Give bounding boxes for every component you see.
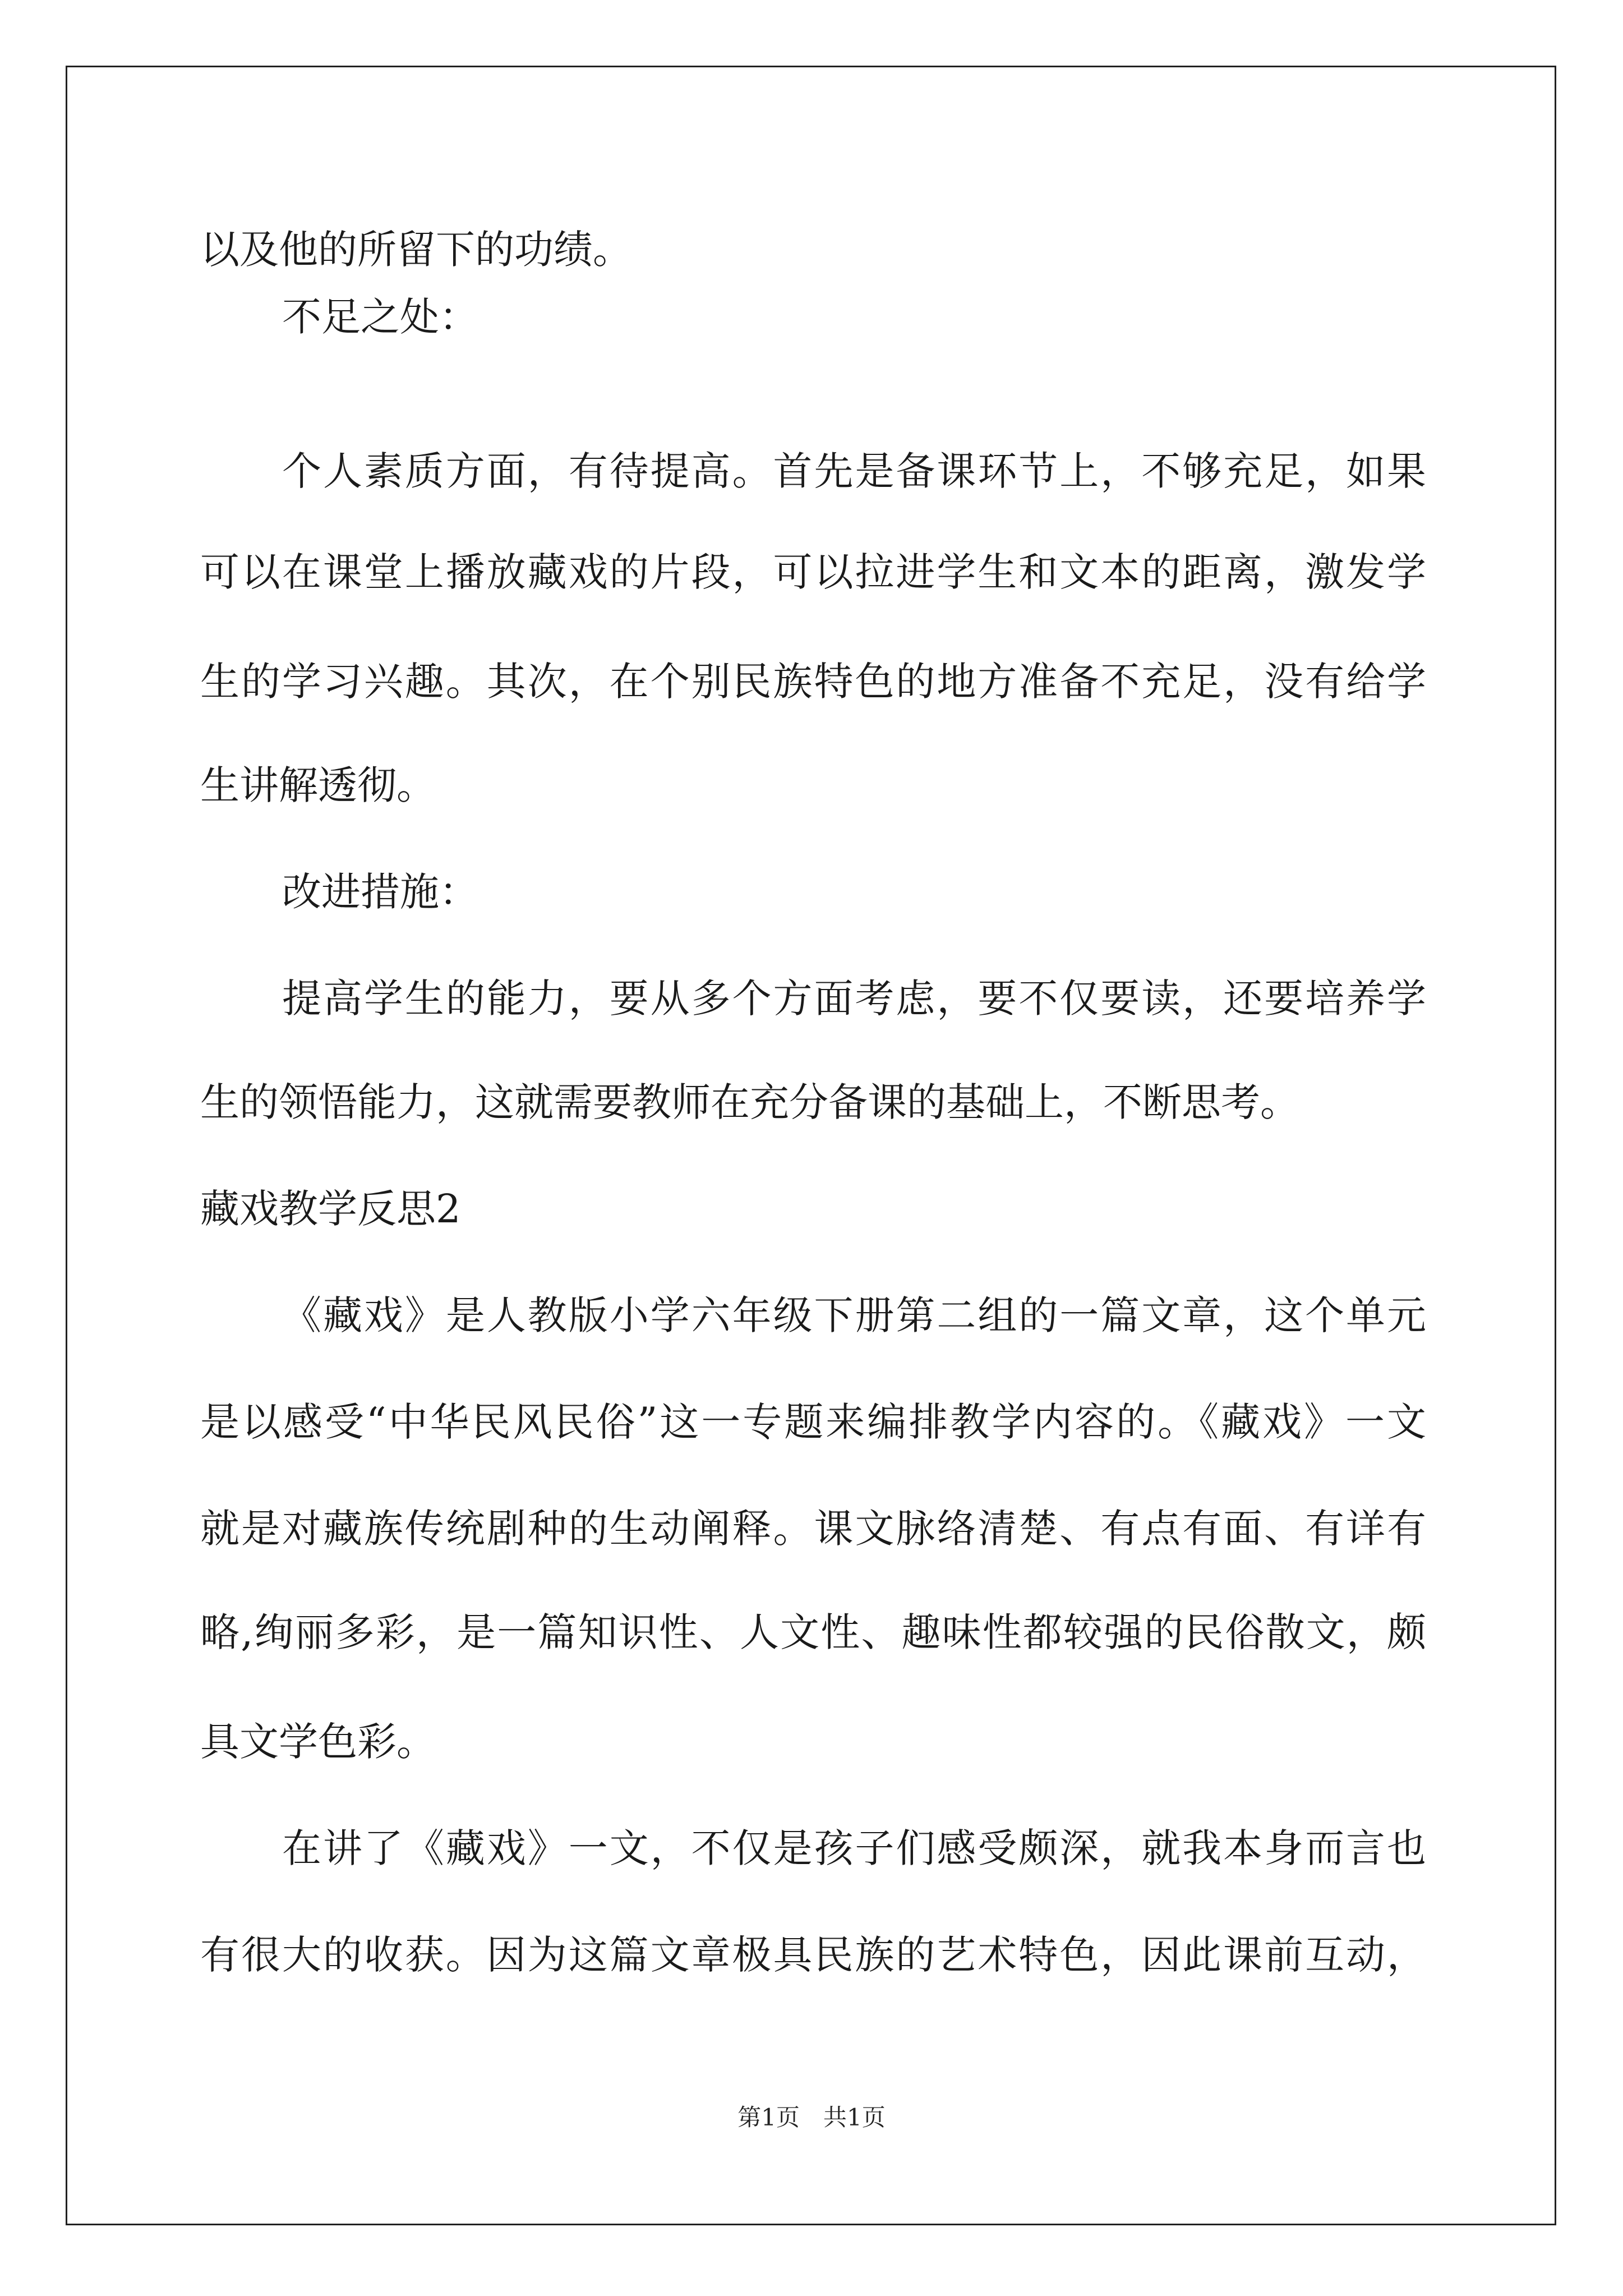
text-line: 生的领悟能力，这就需要教师在充分备课的基础上，不断思考。: [200, 1079, 1299, 1125]
text-line: 具文学色彩。: [200, 1719, 436, 1765]
text-line: 以及他的所留下的功绩。: [200, 227, 632, 273]
section-heading: 藏戏教学反思2: [200, 1186, 461, 1232]
text-line: 改进措施：: [282, 869, 478, 915]
text-line: 个人素质方面，有待提高。首先是备课环节上，不够充足，如果: [282, 448, 1426, 494]
text-line: 提高学生的能力，要从多个方面考虑，要不仅要读，还要培养学: [282, 976, 1426, 1022]
text-line: 就是对藏族传统剧种的生动阐释。课文脉络清楚、有点有面、有详有: [200, 1506, 1426, 1552]
text-line: 在讲了《藏戏》一文，不仅是孩子们感受颇深，就我本身而言也: [282, 1825, 1426, 1871]
text-line: 生的学习兴趣。其次，在个别民族特色的地方准备不充足，没有给学: [200, 659, 1426, 705]
text-line: 是以感受“中华民风民俗”这一专题来编排教学内容的。《藏戏》一文: [200, 1399, 1426, 1445]
text-line: 生讲解透彻。: [200, 762, 436, 808]
text-line: 有很大的收获。因为这篇文章极具民族的艺术特色，因此课前互动，: [200, 1932, 1426, 1978]
text-line: 不足之处：: [282, 294, 478, 340]
text-line: 可以在课堂上播放藏戏的片段，可以拉进学生和文本的距离，激发学: [200, 549, 1426, 595]
page-footer: 第1页 共1页: [737, 2104, 886, 2131]
page-border: [66, 66, 1556, 2225]
text-line: 略,绚丽多彩，是一篇知识性、人文性、趣味性都较强的民俗散文，颇: [200, 1609, 1426, 1655]
text-line: 《藏戏》是人教版小学六年级下册第二组的一篇文章，这个单元: [282, 1292, 1426, 1338]
